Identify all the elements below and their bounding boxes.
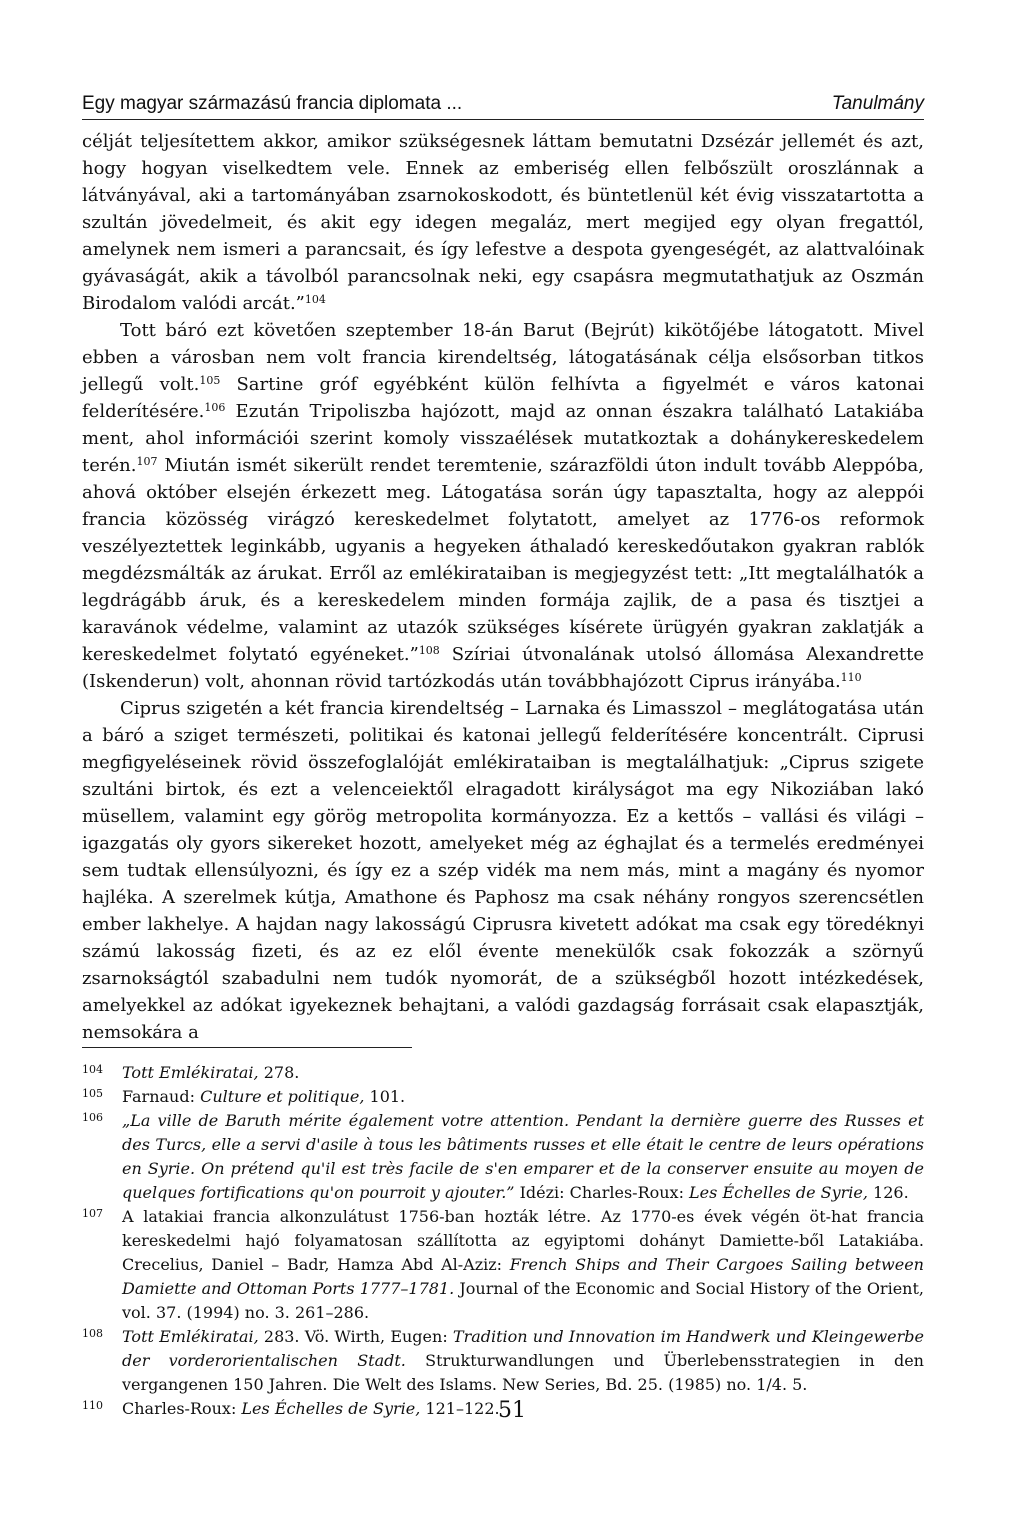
paragraph-3 bbox=[82, 695, 924, 1046]
footnote-divider bbox=[82, 1047, 412, 1048]
footnote-plain-text: 121–122. bbox=[420, 1399, 500, 1418]
footnote-plain-text: Charles-Roux: bbox=[122, 1399, 242, 1418]
running-head bbox=[82, 88, 924, 120]
paragraph-text: Miután ismét sikerült rendet teremtenie, szárazföldi úton indult tovább Aleppóba, ahová október elsején érkezett meg. Látogatása során úgy tapasztalta, hogy az aleppói francia közösség virágzó kereskedelmet folytatott, amelyet az 1776-os reformok veszélyeztettek leginkább, ugyanis a hegyeken áthaladó kereskedőutakon gyakran rablók megdézsmálták az árukat. Erről az emlékirataiban is megjegyzést tett: „Itt megtalálhatók a legdrágább áruk, és a kereskedelem minden formája zajlik, de a pasa és tisztjei a karavánok védelme, valamint az utazók szükséges kísérete ürügyén gyakran zaklatják a kereskedelmet folytató egyéneket.” bbox=[82, 455, 924, 665]
paragraph-1 bbox=[82, 128, 924, 317]
paragraph-text: Ezután Tripoliszba hajózott, majd az onnan északra található Latakiába ment, ahol információi szerint komoly visszaélések mutatkoztak a dohánykereskedelem terén. bbox=[82, 401, 924, 476]
footnote-ref[interactable]: 106 bbox=[204, 401, 226, 414]
footnote-plain-text: Idézi: Charles-Roux: bbox=[514, 1183, 690, 1202]
footnote-105 bbox=[82, 1085, 924, 1109]
footnote-ref[interactable]: 110 bbox=[840, 671, 862, 684]
footnote-ref[interactable]: 107 bbox=[136, 455, 158, 468]
footnote-text bbox=[122, 1085, 924, 1109]
footnote-number: 110 bbox=[82, 1399, 103, 1412]
footnote-italic-text: French Ships and Their Cargoes Sailing between Damiette and Ottoman Ports 1777–1781. bbox=[122, 1255, 924, 1298]
footnote-104 bbox=[82, 1061, 924, 1085]
footnote-ref[interactable]: 104 bbox=[304, 293, 326, 306]
footnote-number: 106 bbox=[82, 1111, 103, 1124]
footnotes bbox=[82, 1061, 924, 1421]
paragraph-text: célját teljesítettem akkor, amikor szükségesnek láttam bemutatni Dzsézár jellemét és azt, hogy hogyan viselkedtem vele. Ennek az emberiség ellen felbőszült oroszlánnak a látványával, aki a tartományában zsarnokoskodott, és büntetlenül két évig visszatartotta a szultán jövedelmeit, és akit egy idegen megaláz, mert megijed egy olyan fregattól, amelynek nem ismeri a parancsait, és így lefestve a despota gyengeségét, az alattvalóinak gyávaságát, akik a távolból parancsolnak neki, egy csapásra megmutathatjuk az Oszmán Birodalom valódi arcát.” bbox=[82, 131, 924, 314]
footnote-italic-text: Les Échelles de Syrie, bbox=[689, 1183, 868, 1202]
footnote-ref[interactable]: 108 bbox=[418, 644, 440, 657]
footnote-italic-text: Les Échelles de Syrie, bbox=[241, 1399, 421, 1418]
footnote-number: 108 bbox=[82, 1327, 103, 1340]
footnote-plain-text: 278. bbox=[258, 1063, 300, 1082]
footnote-text bbox=[122, 1325, 924, 1397]
footnote-text bbox=[122, 1109, 924, 1205]
footnote-plain-text: Farnaud: bbox=[122, 1087, 201, 1106]
paragraph-text: Szíriai útvonalának utolsó állomása Alexandrette (Iskenderun) volt, ahonnan rövid tartózkodás után továbbhajózott Ciprus irányába. bbox=[82, 644, 924, 692]
footnote-italic-text: Tradition und Innovation im Handwerk und Kleingewerbe der vorderorientalischen Stadt. bbox=[122, 1327, 925, 1370]
running-head-title: Egy magyar származású francia diplomata ... bbox=[82, 93, 463, 114]
footnote-plain-text: A latakiai francia alkonzulátust 1756-ban hozták létre. Az 1770-es évek végén öt-hat francia kereskedelmi hajó folyamatosan szállította az egyiptomi dohányt Damiette-ből Latakiába. Crecelius, Daniel – Badr, Hamza Abd Al-Aziz: bbox=[122, 1207, 924, 1274]
footnote-106 bbox=[82, 1109, 924, 1205]
footnote-text bbox=[122, 1061, 924, 1085]
paragraph-text: Tott báró ezt követően szeptember 18-án Barut (Bejrút) kikötőjébe látogatott. Mivel ebben a városban nem volt francia kirendeltség, látogatásának célja elsősorban titkos jellegű volt. bbox=[82, 320, 924, 395]
footnote-plain-text: 101. bbox=[364, 1087, 406, 1106]
footnote-italic-text: Tott Emlékiratai, bbox=[122, 1327, 259, 1346]
footnote-plain-text: 126. bbox=[867, 1183, 909, 1202]
footnote-107 bbox=[82, 1205, 924, 1325]
footnote-italic-text: „La ville de Baruth mérite également votre attention. Pendant la dernière guerre des Russes et des Turcs, elle a servi d'asile à tous les bâtiments russes et elle était le centre de leurs opérations en Syrie. On prétend qu'il est très facile de s'en emparer et de la conserver ensuite au moyen de quelques fortifications qu'on pourroit y ajouter.” bbox=[122, 1111, 924, 1202]
footnote-plain-text: Journal of the Economic and Social History of the Orient, vol. 37. (1994) no. 3. 261–286. bbox=[122, 1279, 924, 1322]
footnote-plain-text: 283. Vö. Wirth, Eugen: bbox=[258, 1327, 453, 1346]
footnote-plain-text: Strukturwandlungen und Überlebensstrategien in den vergangenen 150 Jahren. Die Welt des Islams. New Series, Bd. 25. (1985) no. 1/4. 5. bbox=[122, 1351, 924, 1394]
paragraph-text: Ciprus szigetén a két francia kirendeltség – Larnaka és Limasszol – meglátogatása után a báró a sziget természeti, politikai és katonai jellegű felderítésére koncentrált. Ciprusi megfigyeléseinek rövid összefoglalóját emlékirataiban is megtalálhatjuk: „Ciprus szigete szultáni birtok, és ezt a velenceiektől elragadott királyságot ma egy Nikoziában lakó müsellem, valamint egy görög metropolita kormányozza. Ez a kettős – vallási és világi – igazgatás oly gyors sikereket hozott, amelyeket még az éghajlat és a termelés eredményei sem tudtak ellensúlyozni, és így ez a szép vidék ma nem más, mint a magány és nyomor hajléka. A szerelmek kútja, Amathone és Paphosz ma csak néhány rongyos szerencsétlen ember lakhelye. A hajdan nagy lakosságú Ciprusra kivetett adókat ma csak egy töredéknyi számú lakosság fizeti, és az ez elől évente menekülők csak fokozzák a szörnyű zsarnokságtól szabadulni nem tudók nyomorát, de a szükségből hozott intézkedések, amelyekkel az adókat igyekeznek behajtani, a valódi gazdagság forrásait csak elapasztják, nemsokára a bbox=[82, 698, 924, 1043]
footnote-108 bbox=[82, 1325, 924, 1397]
footnote-number: 104 bbox=[82, 1063, 103, 1076]
paragraph-2 bbox=[82, 317, 924, 695]
footnote-number: 107 bbox=[82, 1207, 103, 1220]
footnote-text bbox=[122, 1205, 924, 1325]
paragraph-text: Sartine gróf egyébként külön felhívta a figyelmét e város katonai felderítésére. bbox=[82, 374, 924, 422]
running-head-section: Tanulmány bbox=[831, 93, 924, 114]
footnote-ref[interactable]: 105 bbox=[199, 374, 221, 387]
footnote-italic-text: Culture et politique, bbox=[200, 1087, 365, 1106]
footnote-number: 105 bbox=[82, 1087, 103, 1100]
footnote-italic-text: Tott Emlékiratai, bbox=[122, 1063, 259, 1082]
page-number: 51 bbox=[498, 1398, 526, 1423]
body-text bbox=[82, 128, 924, 1046]
